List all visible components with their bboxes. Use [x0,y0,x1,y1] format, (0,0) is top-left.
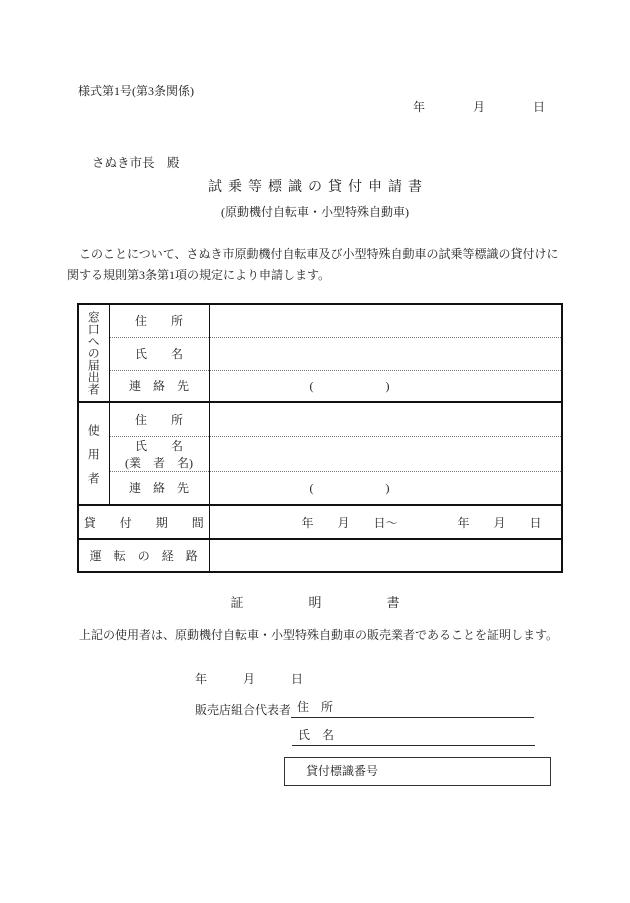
applicant-address-label: 住 所 [109,304,209,337]
driving-route-label: 運 転 の 経 路 [78,539,209,572]
applicant-contact-value: ( ) [209,370,562,402]
applicant-name-label: 氏 名 [109,337,209,370]
user-address-value [209,402,562,436]
loan-period-value: 年 月 日～ 年 月 日 [209,505,562,539]
issue-date-line: 年 月 日 [412,100,545,114]
certificate-statement: 上記の使用者は、原動機付自転車・小型特殊自動車の販売業者であることを証明します。 [79,628,559,642]
certificate-title: 証 明 書 [230,595,400,610]
driving-route-value [209,539,562,572]
representative-name-row [292,726,535,746]
window-applicant-group-header: 窓口への届出者 [78,304,109,402]
user-name-value [209,436,562,471]
applicant-name-value [209,337,562,370]
addressee: さぬき市長 殿 [92,156,180,170]
user-contact-value: ( ) [209,471,562,505]
form-title: 試乗等標識の貸付申請書 [208,180,428,195]
applicant-address-value [209,304,562,337]
application-statement: このことについて、さぬき市原動機付自転車及び小型特殊自動車の試乗等標識の貸付けに関する規則第3条第1項の規定により申請します。 [67,247,559,282]
loan-period-label: 貸 付 期 間 [78,505,209,539]
loan-plate-number-box: 貸付標識番号 [284,757,551,786]
user-name-label-line2: (業 者 名) [125,455,193,470]
representative-address-blank: 住 所 [291,698,534,718]
representative-label: 販売店組合代表者 [195,703,292,717]
certificate-date-line: 年 月 日 [195,672,304,686]
form-number: 様式第1号(第3条関係) [78,84,194,98]
applicant-contact-label: 連 絡 先 [109,370,209,402]
user-name-label [109,436,209,471]
user-name-label-line1: 氏 名 [134,438,183,453]
user-address-label: 住 所 [109,402,209,436]
representative-name-blank: 氏 名 [292,726,535,746]
form-subtitle: (原動機付自転車・小型特殊自動車) [221,205,409,219]
application-table [77,303,563,573]
representative-row [195,698,534,718]
user-contact-label: 連 絡 先 [109,471,209,505]
user-group-header: 使 用 者 [78,402,109,505]
